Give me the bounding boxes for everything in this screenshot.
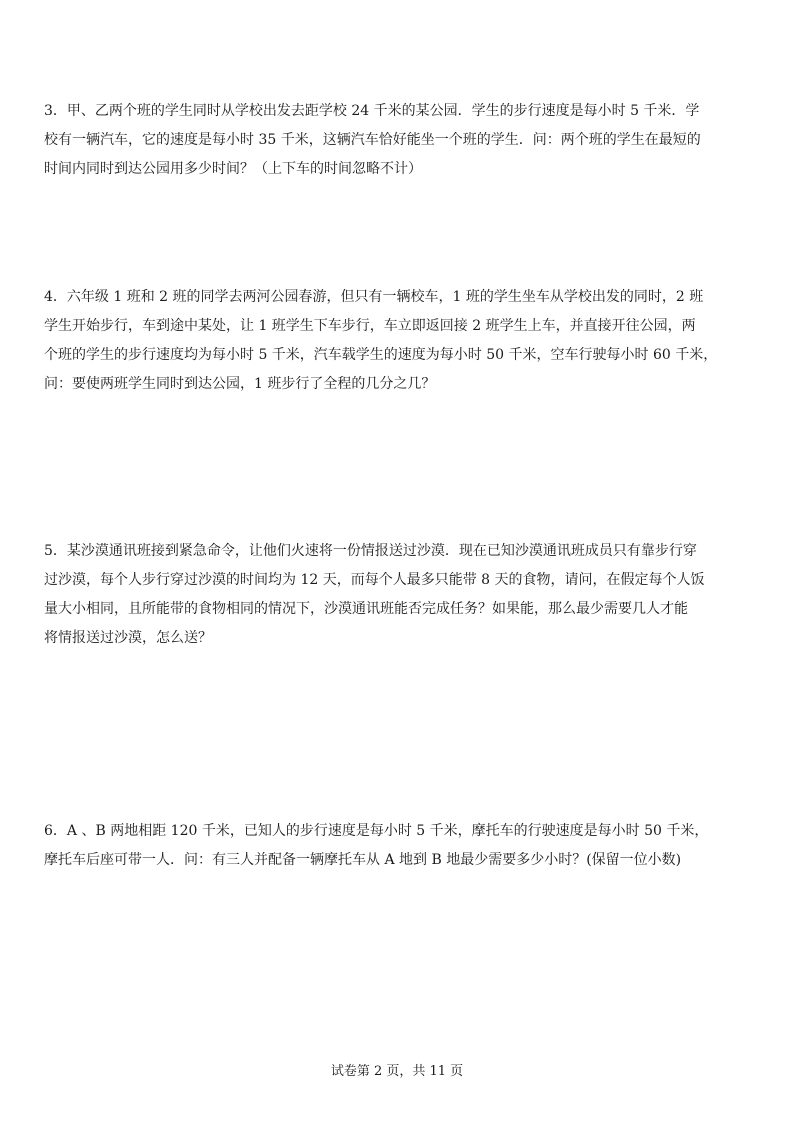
question-5-line-3: 量大小相同，且所能带的食物相同的情况下，沙漠通讯班能否完成任务？如果能，那么最少需要几人才能 xyxy=(44,601,688,617)
question-3-line-1: 3．甲、乙两个班的学生同时从学校出发去距学校 24 千米的某公园．学生的步行速度是每小时 5 千米．学 xyxy=(44,103,700,119)
question-4 xyxy=(44,283,756,399)
question-3-line-3: 时间内同时到达公园用多少时间？（上下车的时间忽略不计） xyxy=(44,161,422,177)
question-3-line-2: 校有一辆汽车，它的速度是每小时 35 千米，这辆汽车恰好能坐一个班的学生．问：两个班的学生在最短的 xyxy=(44,132,701,148)
page-number-label: 试卷第 2 页，共 11 页 xyxy=(330,1064,464,1079)
question-5-line-4: 将情报送过沙漠，怎么送？ xyxy=(44,630,212,646)
page-footer xyxy=(0,1063,794,1081)
question-6-line-2: 摩托车后座可带一人．问：有三人并配备一辆摩托车从 A 地到 B 地最少需要多少小时？(保留一位小数) xyxy=(44,852,682,868)
question-5-line-2: 过沙漠，每个人步行穿过沙漠的时间均为 12 天，而每个人最多只能带 8 天的食物，请问，在假定每个人饭 xyxy=(44,572,705,588)
question-5-line-1: 5．某沙漠通讯班接到紧急命令，让他们火速将一份情报送过沙漠．现在已知沙漠通讯班成员只有靠步行穿 xyxy=(44,543,697,559)
question-4-line-1: 4．六年级 1 班和 2 班的同学去两河公园春游，但只有一辆校车，1 班的学生坐车从学校出发的同时，2 班 xyxy=(44,289,704,305)
question-3 xyxy=(44,97,756,184)
question-6-line-1: 6．A 、B 两地相距 120 千米，已知人的步行速度是每小时 5 千米，摩托车的行驶速度是每小时 50 千米， xyxy=(44,823,709,839)
question-6 xyxy=(44,817,756,875)
question-4-line-3: 个班的学生的步行速度均为每小时 5 千米，汽车载学生的速度为每小时 50 千米，空车行驶每小时 60 千米， xyxy=(44,347,718,363)
question-4-line-2: 学生开始步行，车到途中某处，让 1 班学生下车步行，车立即返回接 2 班学生上车，并直接开往公园，两 xyxy=(44,318,696,334)
question-4-line-4: 问：要使两班学生同时到达公园，1 班步行了全程的几分之几？ xyxy=(44,376,436,392)
question-5 xyxy=(44,537,756,653)
